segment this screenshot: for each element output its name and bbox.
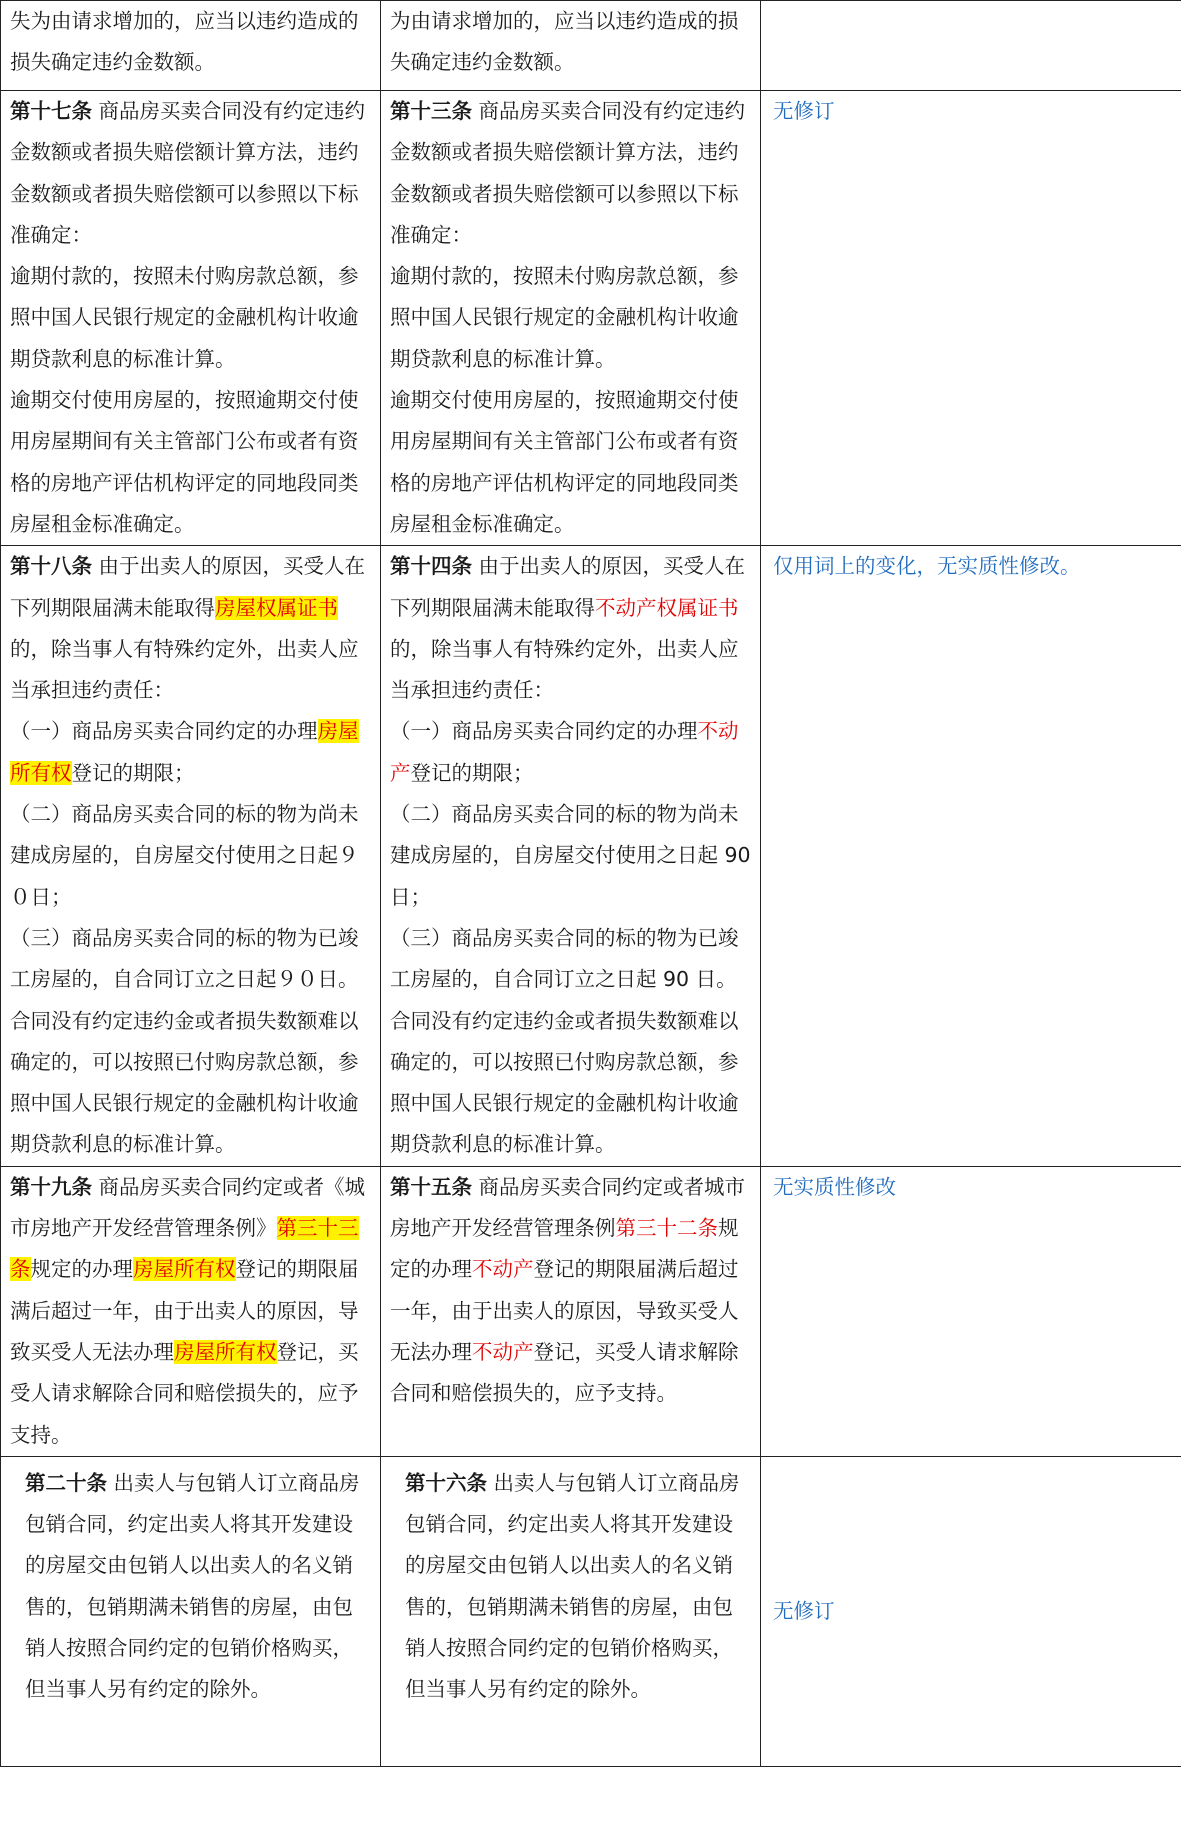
new-provision-cell: 第十五条 商品房买卖合同约定或者城市房地产开发经营管理条例第三十二条规定的办理不动产登记的期限届满后超过一年，由于出卖人的原因，导致买受人无法办理不动产登记，买受人请求解除合同和赔偿损失的，应予支持。 (381, 1166, 761, 1456)
revision-note-cell: 仅用词上的变化，无实质性修改。 (761, 546, 1181, 1166)
table-row (1, 546, 1181, 1166)
article-title: 第十六条 (405, 1470, 487, 1495)
article-title: 第二十条 (25, 1470, 107, 1495)
old-provision-cell: 失为由请求增加的，应当以违约造成的损失确定违约金数额。 (1, 1, 381, 91)
new-provision-cell: 第十六条 出卖人与包销人订立商品房包销合同，约定出卖人将其开发建设的房屋交由包销人以出卖人的名义销售的，包销期满未销售的房屋，由包销人按照合同约定的包销价格购买，但当事人另有约定的除外。 (381, 1456, 761, 1766)
revision-note-cell: 无修订 (761, 91, 1181, 546)
revised-term: 不动产 (390, 719, 739, 785)
article-title: 第十四条 (390, 554, 472, 579)
highlighted-term: 房屋权属证书 (215, 595, 338, 620)
revised-term: 不动产权属证书 (595, 595, 739, 620)
old-provision-cell: 第十九条 商品房买卖合同约定或者《城市房地产开发经营管理条例》第三十三条规定的办理房屋所有权登记的期限届满后超过一年，由于出卖人的原因，导致买受人无法办理房屋所有权登记，买受人请求解除合同和赔偿损失的，应予支持。 (1, 1166, 381, 1456)
old-provision-cell: 第二十条 出卖人与包销人订立商品房包销合同，约定出卖人将其开发建设的房屋交由包销人以出卖人的名义销售的，包销期满未销售的房屋，由包销人按照合同约定的包销价格购买，但当事人另有约定的除外。 (1, 1456, 381, 1766)
article-title: 第十九条 (10, 1174, 92, 1199)
new-provision-cell: 第十四条 由于出卖人的原因，买受人在下列期限届满未能取得不动产权属证书的，除当事人有特殊约定外，出卖人应当承担违约责任： （一）商品房买卖合同约定的办理不动产登记的期限； （二）商品房买卖合同的标的物为尚未建成房屋的，自房屋交付使用之日起 90 日； （三）商品房买卖合同的标的物为已竣工房屋的，自合同订立之日起 90 日。 合同没有约定违约金或者损失数额难以确定的，可以按照已付购房款总额，参照中国人民银行规定的金融机构计收逾期贷款利息的标准计算。 (381, 546, 761, 1166)
revised-term: 不动产 (472, 1257, 534, 1282)
article-title: 第十五条 (390, 1174, 472, 1199)
article-title: 第十八条 (10, 554, 92, 579)
table-row (1, 1, 1181, 91)
table-row (1, 1166, 1181, 1456)
highlighted-term: 房屋所有权 (10, 719, 359, 785)
highlighted-term: 第三十三条 (10, 1216, 359, 1282)
old-provision-cell: 第十七条 商品房买卖合同没有约定违约金数额或者损失赔偿额计算方法，违约金数额或者损失赔偿额可以参照以下标准确定： 逾期付款的，按照未付购房款总额，参照中国人民银行规定的金融机构计收逾期贷款利息的标准计算。 逾期交付使用房屋的，按照逾期交付使用房屋期间有关主管部门公布或者有资格的房地产评估机构评定的同地段同类房屋租金标准确定。 (1, 91, 381, 546)
table-row (1, 91, 1181, 546)
table-row (1, 1456, 1181, 1766)
revision-note-cell: 无修订 (761, 1456, 1181, 1766)
highlighted-term: 房屋所有权 (133, 1257, 236, 1282)
new-provision-cell: 第十三条 商品房买卖合同没有约定违约金数额或者损失赔偿额计算方法，违约金数额或者损失赔偿额可以参照以下标准确定： 逾期付款的，按照未付购房款总额，参照中国人民银行规定的金融机构计收逾期贷款利息的标准计算。 逾期交付使用房屋的，按照逾期交付使用房屋期间有关主管部门公布或者有资格的房地产评估机构评定的同地段同类房屋租金标准确定。 (381, 91, 761, 546)
old-provision-cell: 第十八条 由于出卖人的原因，买受人在下列期限届满未能取得房屋权属证书的，除当事人有特殊约定外，出卖人应当承担违约责任： （一）商品房买卖合同约定的办理房屋所有权登记的期限； （二）商品房买卖合同的标的物为尚未建成房屋的，自房屋交付使用之日起９０日； （三）商品房买卖合同的标的物为已竣工房屋的，自合同订立之日起９０日。 合同没有约定违约金或者损失数额难以确定的，可以按照已付购房款总额，参照中国人民银行规定的金融机构计收逾期贷款利息的标准计算。 (1, 546, 381, 1166)
revised-term: 不动产 (472, 1339, 534, 1364)
highlighted-term: 房屋所有权 (174, 1339, 277, 1364)
revised-term: 第三十二条 (615, 1216, 718, 1241)
new-provision-cell: 为由请求增加的，应当以违约造成的损失确定违约金数额。 (381, 1, 761, 91)
revision-note-cell: 无实质性修改 (761, 1166, 1181, 1456)
revision-note-cell (761, 1, 1181, 91)
article-title: 第十三条 (390, 99, 472, 123)
article-title: 第十七条 (10, 99, 92, 123)
